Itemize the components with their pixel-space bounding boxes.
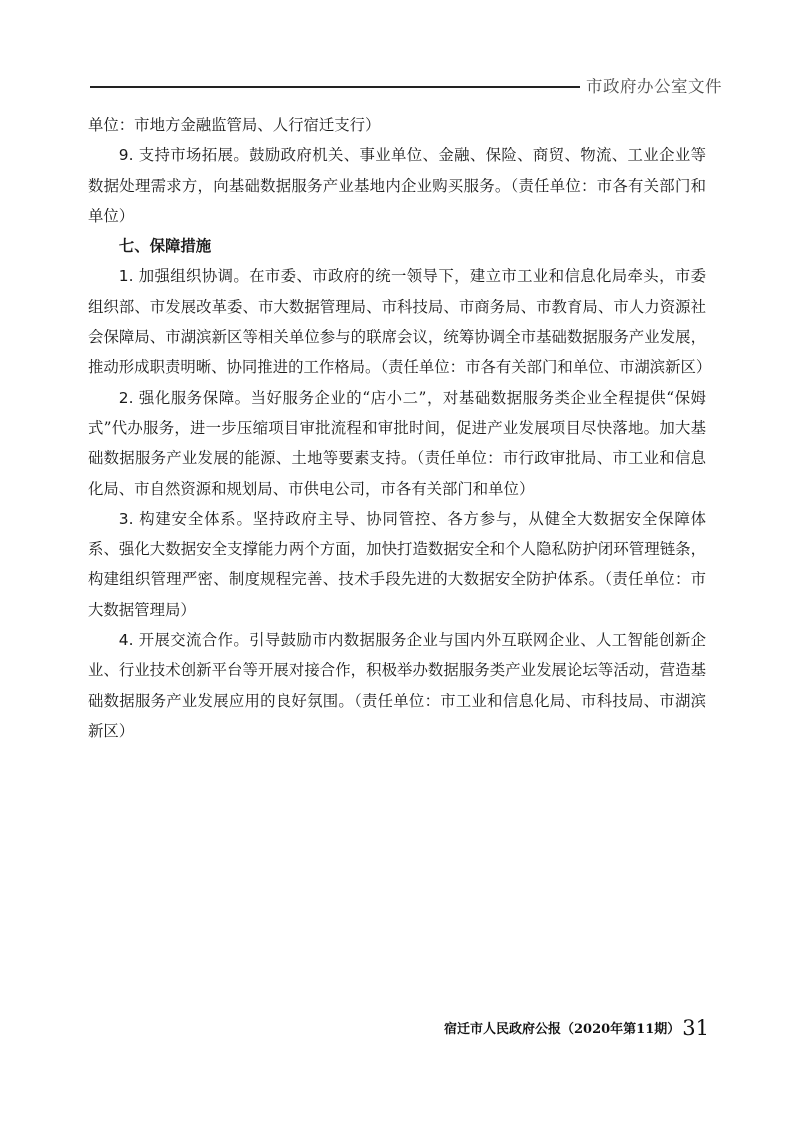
- header-rule: [90, 86, 580, 88]
- page-footer: [444, 1016, 709, 1040]
- measure-1-lead: 1. 加强组织协调。: [118, 267, 250, 286]
- page-number: 31: [682, 1016, 709, 1040]
- item-9-text: 鼓励政府机关、事业单位、金融、保险、商贸、物流、工业企业等数据处理需求方，向基础数据服务产业基地内企业购买服务。（责任单位：市各有关部门和单位）: [88, 146, 706, 225]
- measure-2-lead: 2. 强化服务保障。: [118, 388, 251, 407]
- item-9-paragraph: [88, 140, 706, 231]
- measure-3-text: 坚持政府主导、协同管控、各方参与，从健全大数据安全保障体系、强化大数据安全支撑能力两个方面，加快打造数据安全和个人隐私防护闭环管理链条，构建组织管理严密、制度规程完善、技术手段先进的大数据安全防护体系。（责任单位：市大数据管理局）: [88, 509, 706, 619]
- footer-publication: 宿迁市人民政府公报（2020年第11期）: [443, 1022, 681, 1037]
- measure-4-text: 引导鼓励市内数据服务企业与国内外互联网企业、人工智能创新企业、行业技术创新平台等开展对接合作，积极举办数据服务类产业发展论坛等活动，营造基础数据服务产业发展应用的良好氛围。（责任单位：市工业和信息化局、市科技局、市湖滨新区）: [88, 631, 706, 740]
- measure-2-paragraph: [88, 383, 706, 504]
- item-9-lead: 9. 支持市场拓展。: [118, 146, 250, 165]
- measure-4-lead: 4. 开展交流合作。: [118, 631, 250, 650]
- measure-1-paragraph: [88, 261, 712, 382]
- measure-1-text: 在市委、市政府的统一领导下，建立市工业和信息化局牵头，市委组织部、市发展改革委、市大数据管理局、市科技局、市商务局、市教育局、市人力资源社会保障局、市湖滨新区等相关单位参与的联席会议，统筹协调全市基础数据服务产业发展，推动形成职责明晰、协同推进的工作格局。（责任单位：市各有关部门和单位、市湖滨新区）: [88, 267, 712, 377]
- section-heading: 七、保障措施: [118, 237, 212, 256]
- measure-3-paragraph: [88, 504, 706, 625]
- measure-4-paragraph: [88, 625, 706, 746]
- measure-2-text: 当好服务企业的“店小二”，对基础数据服务类企业全程提供“保姆式”代办服务，进一步压缩项目审批流程和审批时间，促进产业发展项目尽快落地。加大基础数据服务产业发展的能源、土地等要素支持。（责任单位：市行政审批局、市工业和信息化局、市自然资源和规划局、市供电公司，市各有关部门和单位）: [88, 388, 706, 498]
- document-body: [88, 110, 712, 746]
- continuation-paragraph: 单位：市地方金融监管局、人行宿迁支行）: [88, 116, 381, 134]
- measure-3-lead: 3. 构建安全体系。: [118, 509, 253, 528]
- header-label: 市政府办公室文件: [586, 77, 722, 96]
